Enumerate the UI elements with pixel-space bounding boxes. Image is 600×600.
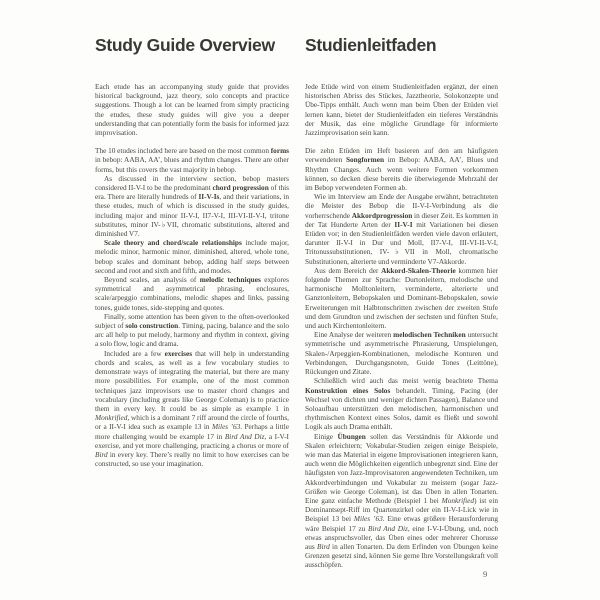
page-title-english: Study Guide Overview [95,35,275,55]
english-column [95,36,289,468]
paragraph: Beyond scales, an analysis of melodic techniques explores symmetrical and asymmetrical phrasing, enclosures, scale/arpeggio combinations, melodic shapes and links, passing tones, guide tones, side-stepping and quotes. [95,275,289,312]
german-body-text [305,82,498,570]
paragraph: The 10 etudes included here are based on the most common forms in bebop: AABA, AA’, blues and rhythm changes. There are other forms, but this covers the vast majority in bebop. [95,146,289,174]
german-column [305,36,498,570]
page-number: 9 [483,569,488,579]
paragraph: Each etude has an accompanying study guide that provides historical background, jazz theory, solo concepts and practice suggestions. Though a lot can be learned from simply practicing the etudes, these study guides will give you a deeper understanding that can potentially form the basis for informed jazz improvisation. [95,82,289,138]
paragraph: Finally, some attention has been given to the often-overlooked subject of solo construction. Timing, pacing, balance and the solo arc all help to put melody, harmony and rhythm in context, giving a solo flow, logic and drama. [95,311,289,349]
english-body-text [95,82,289,468]
paragraph: Wie im Interview am Ende der Ausgabe erwähnt, betrachteten die Meister des Bebop die II-V-I-Verbindung als die vorherrschende Akkordprogression in dieser Zeit. Es kommen in der Tat Hunderte Arten der II-V-I mit Variationen bei diesen Etüden vor; in den Studienleitfäden werden viele davon erläutert, darunter II-V-I in Dur und Moll, II7-V-I, III-VI-II-V-I, Tritonussubstitutionen, IV-♭VII in Moll, chromatische Substitutionen, alterierte und verminderte V7-Akkorde. [305,192,498,266]
paragraph: Included are a few exercises that will help in understanding chords and scales, as well as a few vocabulary studies to demonstrate ways of integrating the material, but there are many more possibilities. For example, one of the most common techniques jazz improvisors use to master chord changes and vocabulary (including greats like George Coleman) is to practice them in every key. It could be as simple as example 1 in Monkrified, which is a dominant 7 riff around the circle of fourths, or a II-V-I idea such as example 13 in Miles ’63. Perhaps a little more challenging would be example 17 in Bird And Diz, a I-V-I exercise, and yet more challenging, practicing a chorus or more of Bird in every key. There’s really no limit to how exercises can be constructed, so use your imagination. [95,348,290,469]
paragraph: Jede Etüde wird von einem Studienleitfaden ergänzt, der einen historischen Abriss des Stückes, Jazztheorie, Solokonzepte und Übe-Tipps enthält. Auch wenn man beim Üben der Etüden viel lernen kann, bietet der Studienleitfaden ein tieferes Verständnis der Musik, das eine mögliche Grundlage für informierte Jazzimprovisation sein kann. [305,82,498,138]
paragraph: Aus dem Bereich der Akkord-Skalen-Theorie kommen hier folgende Themen zur Sprache: Durtonleitern, melodische und harmonische Molltonleitern, verminderte, alterierte und Ganztonleitern, Bebopskalen und Dominant-Bebopskalen, sowie Erweiterungen mit Halbtonschritten zwischen der zweiten Stufe und dem Grundton und zwischen der sechsten und fünften Stufe, und auch Kirchentonleitern. [305,265,498,331]
paragraph: Die zehn Etüden im Heft basieren auf den am häufigsten verwendeten Songformen im Bebop: AABA, AA’, Blues und Rhythm Changes. Auch wenn weitere Formen vorkommen können, so decken diese bereits die überwiegende Mehrzahl der im Bebop verwendeten Formen ab. [305,146,498,193]
page-title-german: Studienleitfaden [305,35,437,55]
paragraph: Schließlich wird auch das meist wenig beachtete Thema Konstruktion eines Solos behandelt. Timing, Pacing (der Wechsel von dichten und weniger dichten Passagen), Balance und Soloaufbau unterstützen den melodischen, harmonischen und rhythmischen Kontext eines Solos, damit es fließt und sowohl Logik als auch Drama enthält. [305,376,498,432]
paragraph: Einige Übungen sollen das Verständnis für Akkorde und Skalen erleichtern; Vokabular-Studien zeigen einige Beispiele, wie man das Material in eigene Improvisationen integrieren kann, auch wenn die Möglichkeiten eigentlich unbegrenzt sind. Eine der häufigsten von Jazz-Improvisatoren angewendeten Techniken, um Akkordverbindungen und Vokabular zu meistern (sogar Jazz-Größen wie George Coleman), ist das Üben in allen Tonarten. Eine ganz einfache Methode (Beispiel 1 bei Monkrified) ist ein Dominantsept-Riff im Quartenzirkel oder ein II-V-I-Lick wie in Beispiel 13 bei Miles ’63. Eine etwas größere Herausforderung wäre Beispiel 17 zu Bird And Diz, eine I-V-I-Übung, und, noch etwas anspruchsvoller, das Üben eines oder mehrerer Chorusse aus Bird in allen Tonarten. Da dem Erfinden von Übungen keine Grenzen gesetzt sind, können Sie gerne Ihre Vorstellungskraft voll ausschöpfen. [305,431,499,570]
paragraph: As discussed in the interview section, bebop masters considered II-V-I to be the predominant chord progression of this era. There are literally hundreds of II-V-Is, and their variations, in these etudes, much of which is discussed in the study guides, including major and minor II-V-I, II7-V-I, III-VI-II-V-I, tritone substitutes, minor IV-♭VII, chromatic substitutions, altered and diminished V7. [95,173,289,239]
paragraph: Scale theory and chord/scale relationships include major, melodic minor, harmonic minor, diminished, altered, whole tone, bebop scales and dominant bebop, adding half steps between second and root and sixth and fifth, and modes. [95,238,289,275]
paragraph: Eine Analyse der weiteren melodischen Techniken untersucht symmetrische und asymmetrische Phrasierung, Umspielungen, Skalen-/Arpeggien-Kombinationen, melodische Konturen und Verbindungen, Durchgangsnoten, Guide Tones (Leittöne), Rückungen und Zitate. [305,330,498,377]
